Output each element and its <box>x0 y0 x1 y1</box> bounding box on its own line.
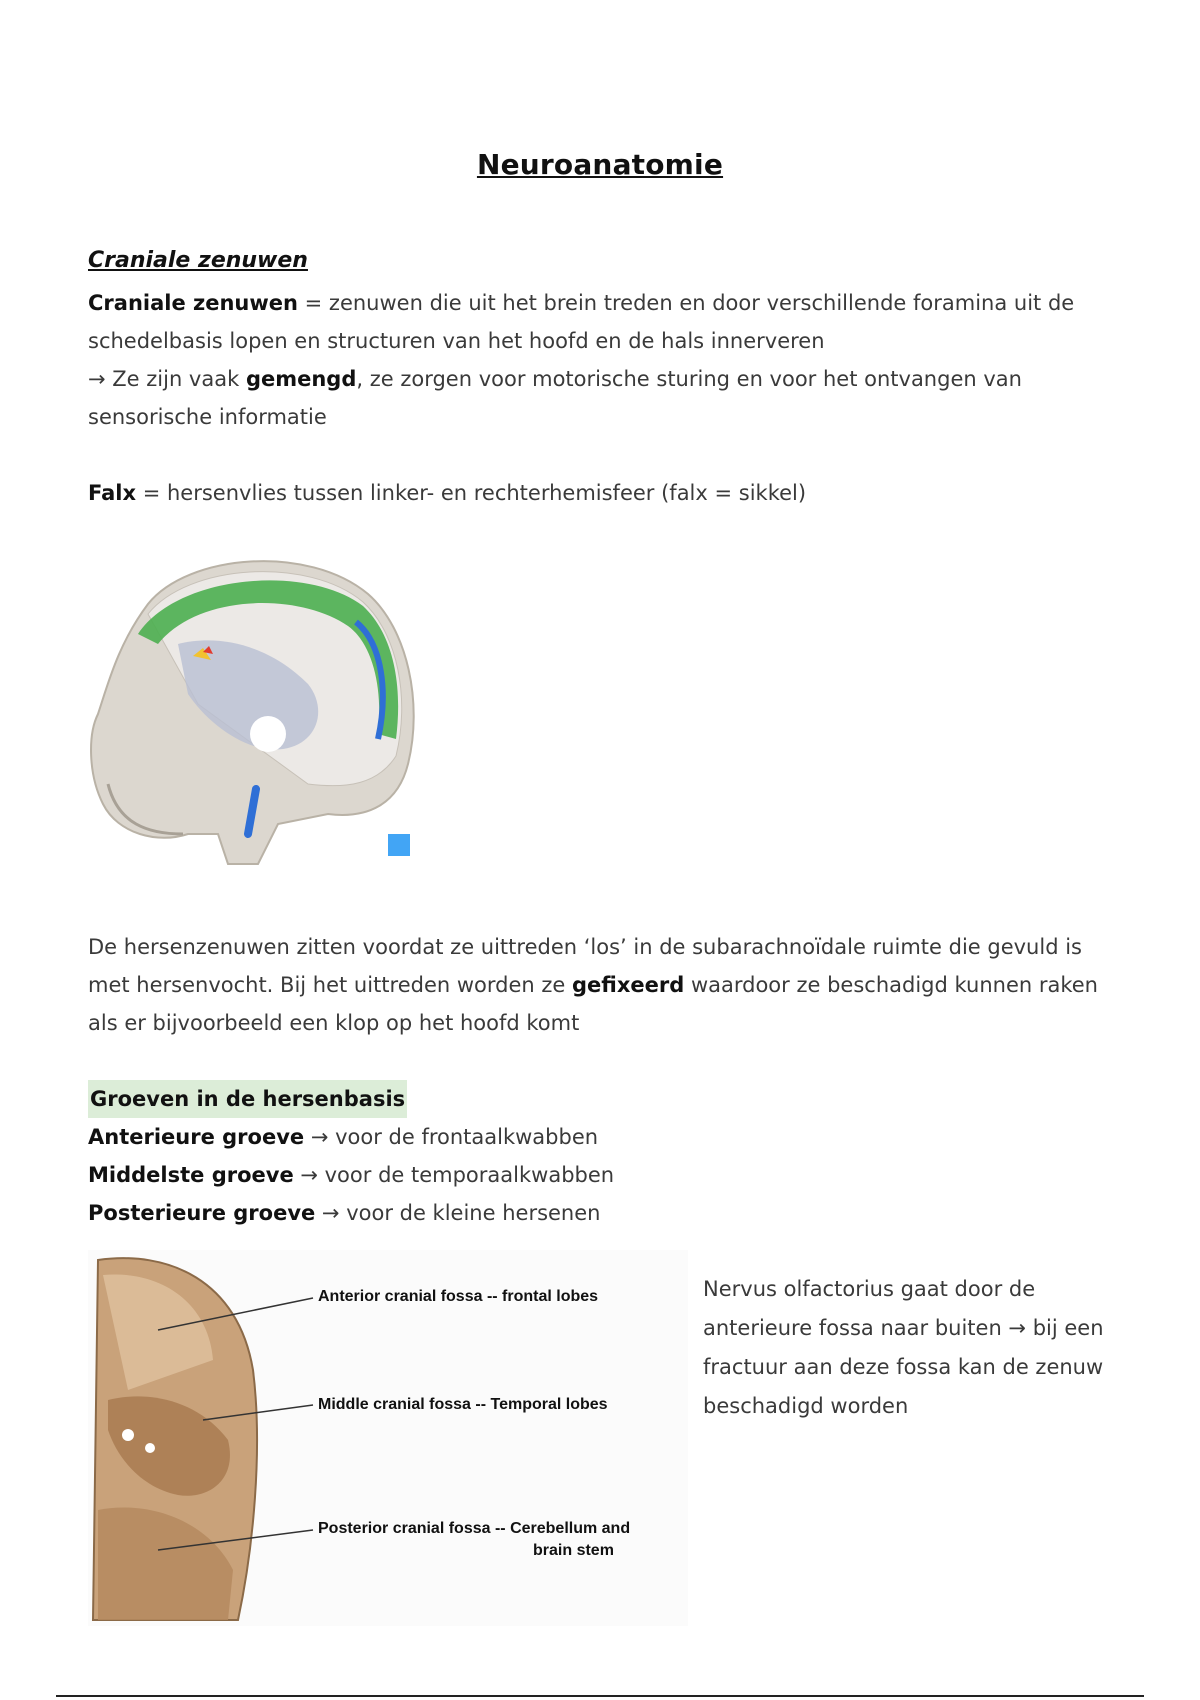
skull-falx-illustration <box>78 534 422 868</box>
groove-desc: → voor de kleine hersenen <box>315 1201 601 1225</box>
section-heading-cranial-nerves: Craniale zenuwen <box>88 248 308 273</box>
label-posterior-fossa: Posterior cranial fossa -- Cerebellum and <box>318 1520 631 1537</box>
page-title: Neuroanatomie <box>476 148 724 181</box>
list-item <box>88 1194 614 1232</box>
note-suffix: , ze zorgen voor motorische sturing en voor het ontvangen van sensorische informatie <box>88 367 1022 429</box>
label-anterior-fossa: Anterior cranial fossa -- frontal lobes <box>318 1288 599 1305</box>
falx-definition <box>88 474 1128 512</box>
grooves-heading: Groeven in de hersenbasis <box>88 1080 407 1118</box>
definition-text: = zenuwen die uit het brein treden en door verschillende foramina uit de schedelbasis lopen en structuren van het hoofd en de hals innerveren <box>88 291 1075 353</box>
label-posterior-fossa-2: brain stem <box>533 1542 614 1559</box>
nerves-text-before: De hersenzenuwen zitten voordat ze uittreden ‘los’ in de subarachnoïdale ruimte die gevuld is met hersenvocht. Bij het uittreden worden ze <box>88 935 1082 997</box>
groove-term: Posterieure groeve <box>88 1201 316 1225</box>
list-item <box>88 1156 614 1194</box>
nerves-text-after: waardoor ze beschadigd kunnen raken als er bijvoorbeeld een klop op het hoofd komt <box>88 973 1098 1035</box>
page-bottom-rule <box>56 1695 1144 1697</box>
olfactory-note: Nervus olfactorius gaat door de anterieure fossa naar buiten → bij een fractuur aan deze fossa kan de zenuw beschadigd worden <box>703 1277 1104 1418</box>
definition-term: Craniale zenuwen <box>88 291 298 315</box>
cranial-fossa-figure <box>88 1250 688 1626</box>
list-item <box>88 1118 614 1156</box>
groove-desc: → voor de temporaalkwabben <box>293 1163 615 1187</box>
falx-text: = hersenvlies tussen linker- en rechterhemisfeer (falx = sikkel) <box>136 481 807 505</box>
groove-term: Anterieure groeve <box>88 1125 305 1149</box>
label-middle-fossa: Middle cranial fossa -- Temporal lobes <box>318 1396 608 1413</box>
note-prefix: → Ze zijn vaak <box>88 367 246 391</box>
note-bold: gemengd <box>245 367 357 391</box>
falx-term: Falx <box>88 481 137 505</box>
groove-desc: → voor de frontaalkwabben <box>304 1125 599 1149</box>
cranial-nerves-definition <box>88 284 1128 436</box>
groove-term: Middelste groeve <box>88 1163 294 1187</box>
nerves-paragraph <box>88 928 1128 1042</box>
nerves-text-bold: gefixeerd <box>572 973 685 997</box>
cranial-fossa-illustration <box>88 1250 688 1626</box>
grooves-list <box>88 1118 614 1232</box>
